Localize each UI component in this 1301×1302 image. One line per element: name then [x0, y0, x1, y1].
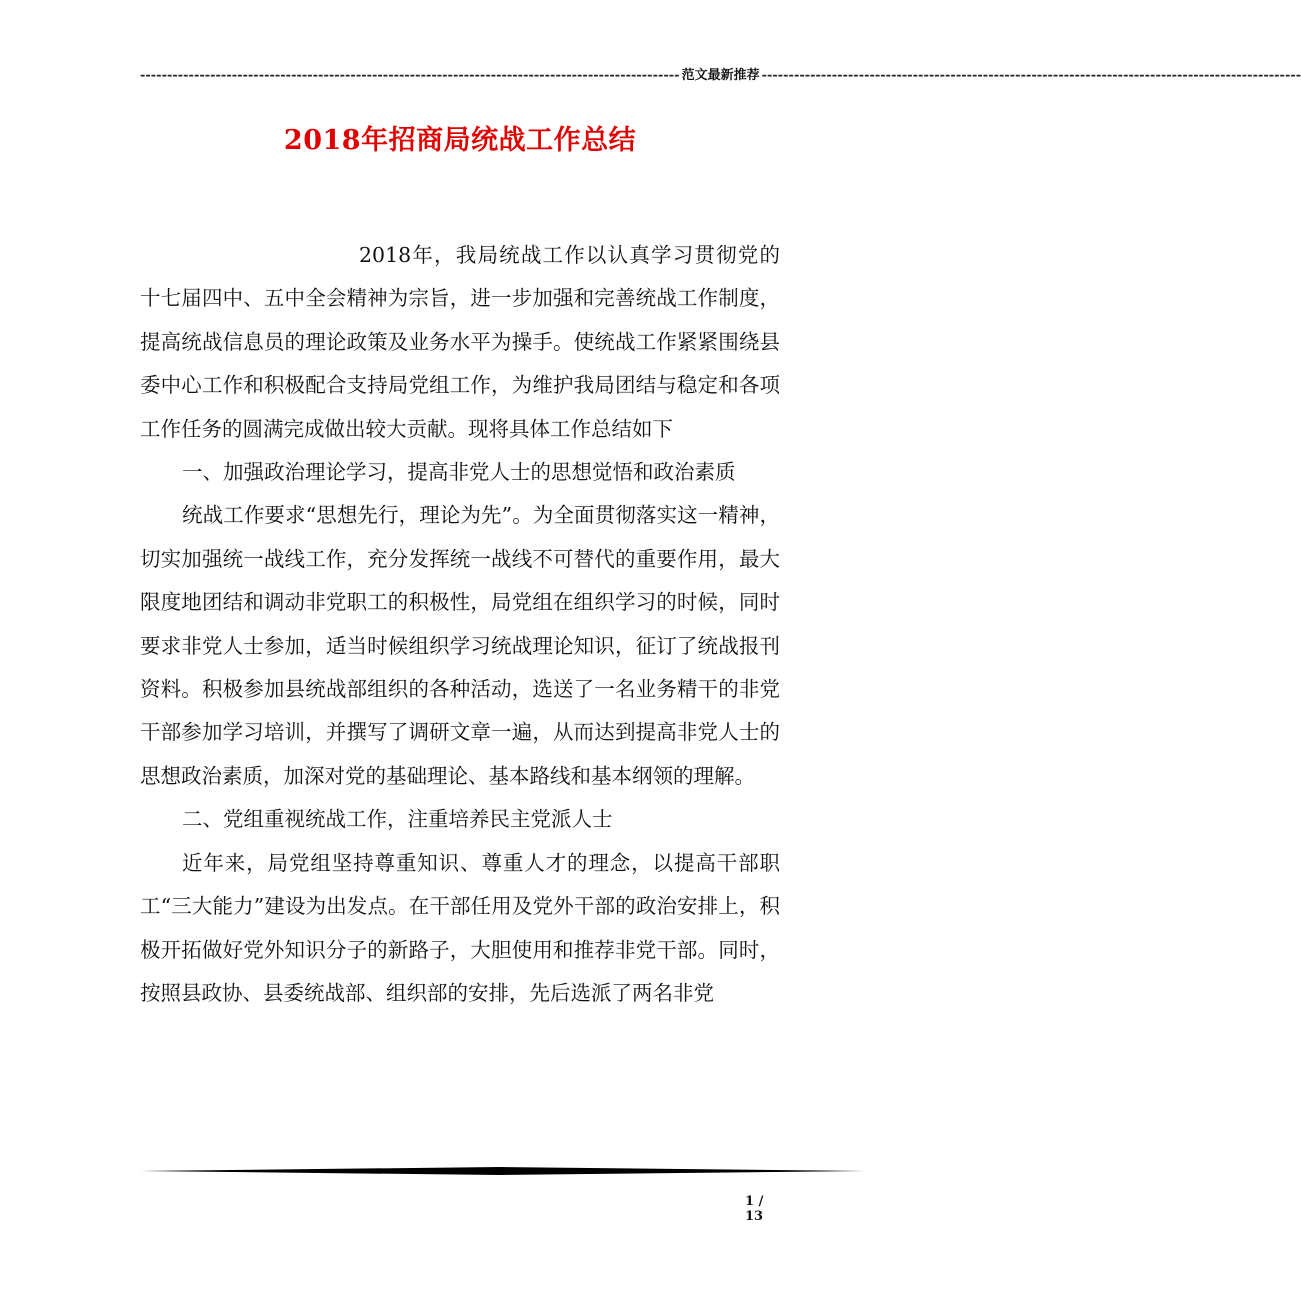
document-title: 2018年招商局统战工作总结: [283, 125, 637, 156]
header-line: [140, 66, 1301, 86]
paragraph-section-2: 近年来，局党组坚持尊重知识、尊重人才的理念，以提高干部职工“三大能力”建设为出发点。在干部任用及党外干部的政治安排上，积极开拓做好党外知识分子的新路子，大胆使用和推荐非党干部。同时，按照县政协、县委统战部、组织部的安排，先后选派了两名非党: [140, 850, 780, 1005]
paragraph-intro: 2018年，我局统战工作以认真学习贯彻党的十七届四中、五中全会精神为宗旨，进一步加强和完善统战工作制度，提高统战信息员的理论政策及业务水平为操手。使统战工作紧紧围绕县委中心工作和积极配合支持局党组工作，为维护我局团结与稳定和各项工作任务的圆满完成做出较大贡献。现将具体工作总结如下: [140, 243, 780, 441]
header-dashes-left: ----------------------------------------------------------------------------------------------------: [140, 68, 680, 83]
header-text: 范文最新推荐: [681, 68, 760, 83]
section-heading-1: 一、加强政治理论学习，提高非党人士的思想觉悟和政治素质: [182, 460, 736, 485]
section-heading-2: 二、党组重视统战工作，注重培养民主党派人士: [182, 807, 613, 832]
paragraph-section-1: 统战工作要求“思想先行，理论为先”。为全面贯彻落实这一精神，切实加强统一战线工作，充分发挥统一战线不可替代的重要作用，最大限度地团结和调动非党职工的积极性，局党组在组织学习的时候，同时要求非党人士参加，适当时候组织学习统战理论知识，征订了统战报刊资料。积极参加县统战部组织的各种活动，选送了一名业务精干的非党干部参加学习培训，并撰写了调研文章一遍，从而达到提高非党人士的思想政治素质，加深对党的基础理论、基本路线和基本纲领的理解。: [140, 503, 780, 788]
document-body: [140, 234, 780, 1015]
header-dashes-right: ----------------------------------------------------------------------------------------------------: [761, 68, 1301, 83]
footer-rule: [140, 1164, 865, 1178]
page-number: 1 / 13: [745, 1194, 764, 1224]
